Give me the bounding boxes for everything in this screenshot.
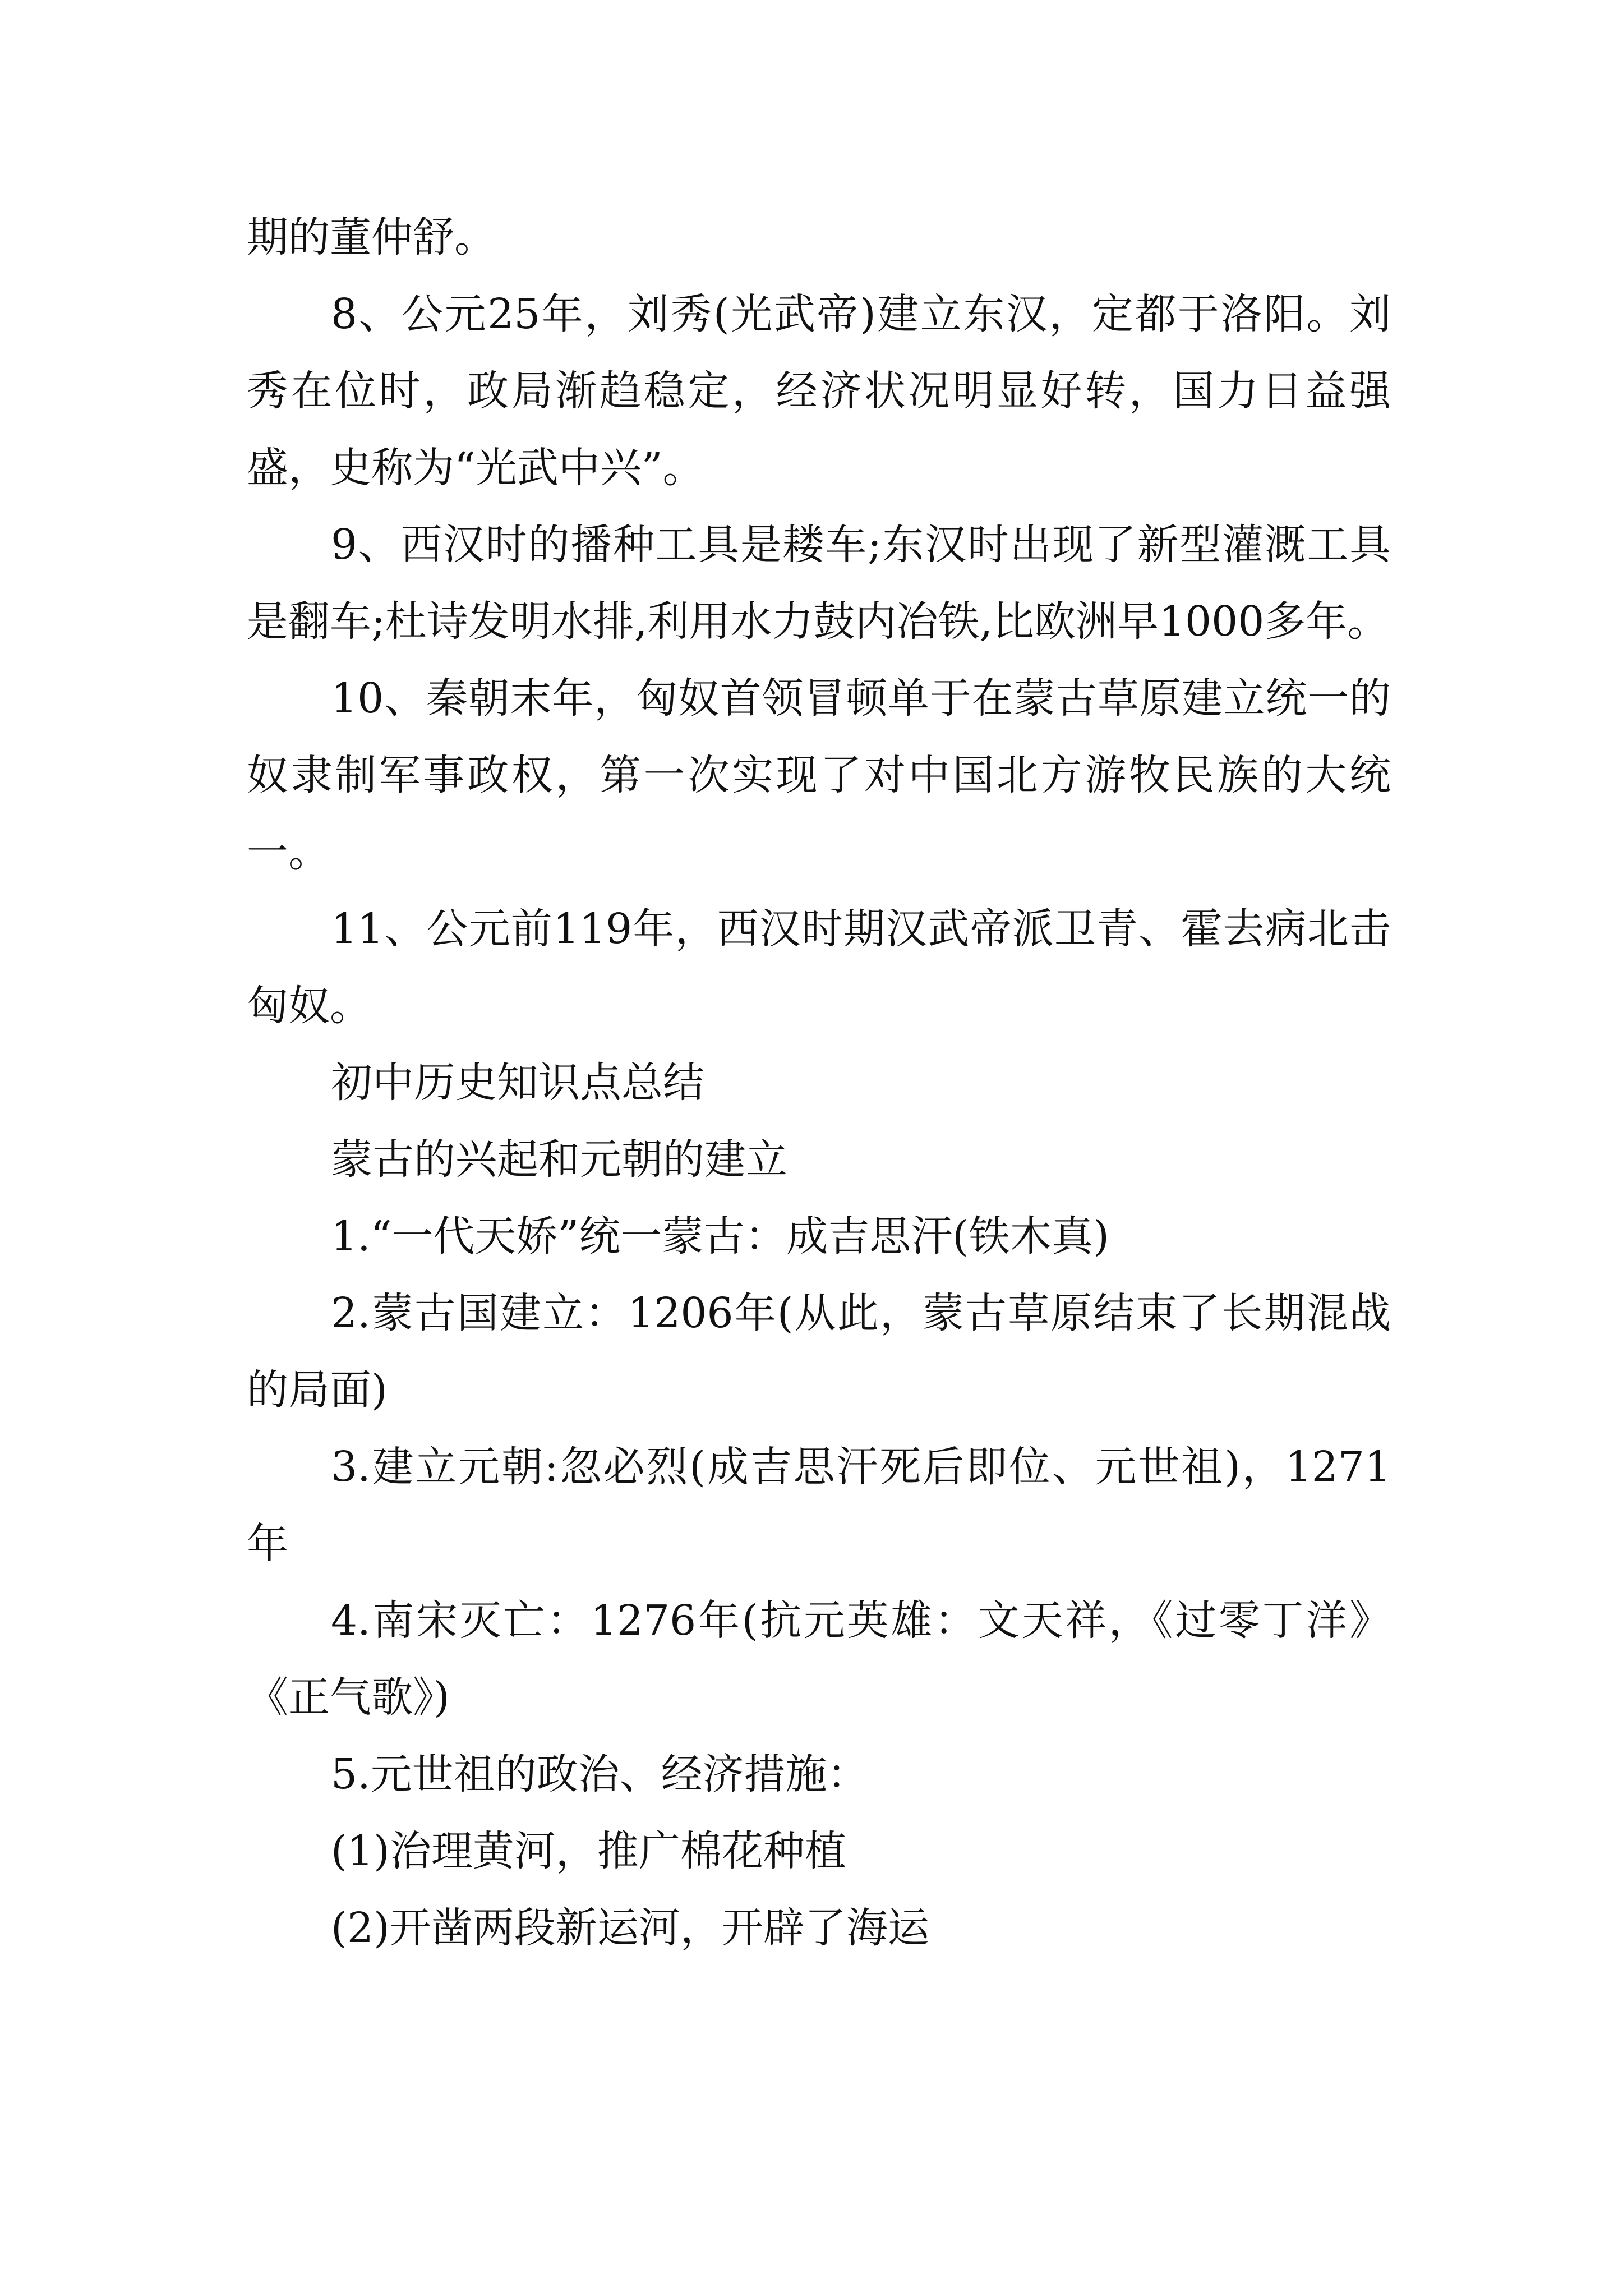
list-item-4: 4.南宋灭亡：1276年(抗元英雄：文天祥，《过零丁洋》《正气歌》) — [247, 1596, 1391, 1722]
paragraph-continuation: 期的董仲舒。 — [247, 213, 496, 261]
section-subheading: 蒙古的兴起和元朝的建立 — [331, 1135, 787, 1184]
paragraph-item-11: 11、公元前119年，西汉时期汉武帝派卫青、霍去病北击匈奴。 — [247, 905, 1391, 1030]
sub-item-1: (1)治理黄河，推广棉花种植 — [331, 1827, 846, 1875]
document-body — [247, 199, 1391, 1967]
list-item-3: 3.建立元朝:忽必烈(成吉思汗死后即位、元世祖)，1271年 — [247, 1443, 1391, 1568]
paragraph-item-8: 8、公元25年，刘秀(光武帝)建立东汉，定都于洛阳。刘秀在位时，政局渐趋稳定，经济状况明显好转，国力日益强盛，史称为“光武中兴”。 — [247, 290, 1391, 492]
list-item-5: 5.元世祖的政治、经济措施： — [331, 1750, 869, 1798]
section-heading: 初中历史知识点总结 — [331, 1059, 704, 1107]
paragraph-item-10: 10、秦朝末年，匈奴首领冒顿单于在蒙古草原建立统一的奴隶制军事政权，第一次实现了对中国北方游牧民族的大统一。 — [247, 674, 1391, 876]
sub-item-2: (2)开凿两段新运河，开辟了海运 — [331, 1904, 929, 1952]
paragraph-item-9: 9、西汉时的播种工具是耧车;东汉时出现了新型灌溉工具是翻车;杜诗发明水排,利用水力鼓内冶铁,比欧洲早1000多年。 — [247, 521, 1391, 646]
list-item-1: 1.“一代天娇”统一蒙古：成吉思汗(铁木真) — [331, 1212, 1110, 1260]
list-item-2: 2.蒙古国建立：1206年(从此，蒙古草原结束了长期混战的局面) — [247, 1289, 1391, 1414]
